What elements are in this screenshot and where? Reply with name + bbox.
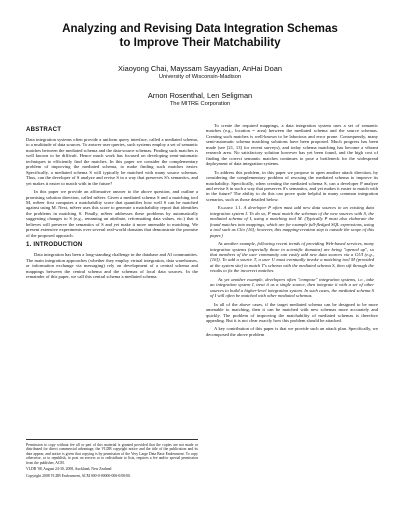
affiliation-2: The MITRE Corporation xyxy=(169,101,231,107)
author-names-1: Xiaoyong Chai, Mayssam Sayyadian, AnHai Doan xyxy=(118,64,282,73)
example-paragraph-2: As another example, following recent trends of providing Web-based services, many integration systems (especially those in scientific domains) are being "opened up", so that members of the user community can easily add new data sources via a GUI (e.g., [16]). To add a source T, a user U must eventually invoke a matching tool M (provided at the system site) to match T's schema with the mediated schema S, then sift through the results to fix the incorrect matches. xyxy=(210,241,374,274)
paper-title xyxy=(20,22,380,50)
copyright-notice xyxy=(26,439,198,480)
title-line-1: Analyzing and Revising Data Integration Schemas xyxy=(62,22,338,35)
copyright-venue: VLDB '08, August 24-30, 2008, Auckland, New Zealand xyxy=(26,467,112,472)
abstract-paragraph-2: In this paper we provide an affirmative answer to the above question, and outline a promising solution direction, called mSeer. Given a mediated schema S and a matching tool M, mSeer first computes a matchability score that quantifies how well S can be matched against using M. Next, mSeer uses this score to generate a matchability report that identifies the problems in matching S. Finally, mSeer addresses these problems by automatically suggesting changes to S (e.g., renaming an attribute, reformatting data values, etc.) that it believes will preserve the semantics of S and yet make it more amenable to matching. We present extensive experiments over several real-world domains that demonstrate the promise of the proposed approach. xyxy=(26,189,198,238)
copyright-line: Copyright 2008 VLDB Endowment, ACM 000-0-00000-000-0/00/00. xyxy=(26,473,131,478)
introduction-paragraph: Data integration has been a long-standing challenge in the database and AI communities. The main integration approaches (whether they employ virtual integration, data warehouses, or information exchange via messaging) rely on development of a central schema and mappings between the central schema and the schemas of local data sources. In the remainder of this paper, we call this central schema a mediated schema. xyxy=(26,252,198,279)
abstract-paragraph-1: Data integration systems often provide a uniform query interface, called a mediated schema, to a multitude of data sources. To answer user queries, such systems employ a set of semantic matches between the mediated schema and the data-source schemas. Finding such matches is well known to be difficult. Hence much work has focused on developing semi-automatic techniques to efficiently find the matches. In this paper we consider the complementary problem of improving the mediated schema, to make finding such matches easier. Specifically, a mediated schema S will typically be matched with many source schemas. Thus, can the developer of S analyze and revise S in a way that preserves S's semantics, and yet makes it easier to match with in the future? xyxy=(26,137,198,186)
body-paragraph-3: In all of the above cases, if the target mediated schema can be designed to be more amenable to matching, then it can be matched with new schemas more accurately and quickly. The problem of improving the matchability of mediated schemas is therefore appealing. But it is not clear exactly how this problem should be attacked. xyxy=(206,301,378,323)
example-text-1: A developer P often must add new data sources to an existing data integration system I. To do so, P must match the schemas of the new sources with S, the mediated schema of I, using a matching tool M. (Typically P must also elaborate the found matches into mappings, which are for example full-fledged SQL expressions, using a tool such as Clio [16]; however, this mapping-creation step is outside the scope of this paper.) xyxy=(210,205,374,238)
body-paragraph-2: To address this problem, in this paper we propose to open another attack direction, by considering the complementary problem of rescuing the mediated schema to improve its matchability. Specifically, when creating the mediated schema S, can a developer P analyze and revise S in such a way that preserves S's semantics, and yet makes it easier to match with in the future? The ability to do this can prove quite helpful in many common integration scenarios, such as those detailed below. xyxy=(206,169,378,202)
example-paragraph-3: As yet another example, developers often "compose" integration systems, i.e., take an integration system I, treat it as a single source, then integrate it with a set of other sources to build a higher-level integration system. In such cases, the mediated schema S of I will often be matched with other mediated schemas. xyxy=(210,276,374,299)
example-label: Example 1.1. xyxy=(218,205,242,211)
introduction-heading: 1. INTRODUCTION xyxy=(26,241,83,249)
abstract-heading: ABSTRACT xyxy=(26,126,62,133)
affiliation-1: University of Wisconsin-Madison xyxy=(158,74,242,80)
author-block-1 xyxy=(20,64,380,82)
copyright-permission: Permission to copy without fee all or part of this material is granted provided that the copies are not made or distributed for direct commercial advantage, the VLDB copyright notice and the title of the publication and its date appear, and notice is given that copying is by permission of the Very Large Data Base Endowment. To copy otherwise, or to republish, to post on servers or to redistribute to lists, requires a fee and/or special permission from the publisher, ACM. xyxy=(26,443,198,465)
left-column xyxy=(26,123,198,282)
example-paragraph-1 xyxy=(210,205,374,238)
example-block xyxy=(206,205,378,298)
body-paragraph-1: To create the required mappings, a data integration system uses a set of semantic matches (e.g., location = area) between the mediated schema and the source schemas. Creating such matches is well-known to be laborious and error prone. Consequently, many semi-automatic schema matching solutions have been proposed. Much progress has been made (see [21, 13] for recent surveys), and today schema matching has become a vibrant research area. No satisfactory solution however has yet been found, and the high cost of finding the correct semantic matches continues to pose a bottleneck for the widespread deployment of data integration systems. xyxy=(206,123,378,167)
title-line-2: to Improve Their Matchability xyxy=(119,36,281,49)
right-column xyxy=(206,123,378,340)
author-names-2: Arnon Rosenthal, Len Seligman xyxy=(147,91,253,100)
body-paragraph-4: A key contribution of this paper is that we provide such an attack plan. Specifically, we decomposed the above problem xyxy=(206,326,378,337)
author-block-2 xyxy=(20,91,380,109)
